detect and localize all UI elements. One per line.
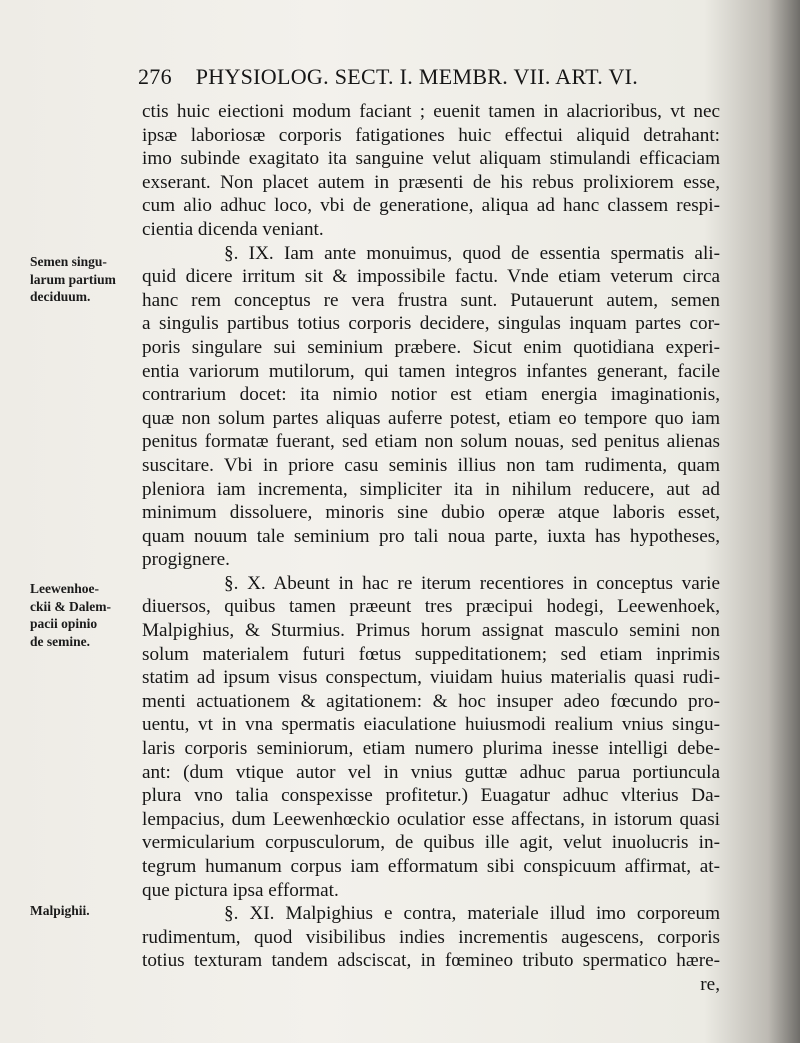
running-title: PHYSIOLOG. SECT. I. MEMBR. VII. ART. VI. — [195, 64, 639, 89]
text-line: laris corporis seminiorum, etiam numero plurima inesse intelligi debe- — [142, 738, 720, 760]
text-line: solum materialem futuri fœtus suppeditationem; sed etiam inprimis — [142, 643, 720, 665]
text-line: quam nouum tale seminium pro tali noua parte, iuxta has hypotheses, — [142, 525, 720, 547]
text-line: exserant. Non placet autem in præsenti de his rebus prolixiorem esse, — [142, 171, 720, 193]
margin-note-line: ckii & Dalem- — [30, 598, 111, 614]
text-line: que pictura ipsa efformat. — [142, 879, 339, 901]
text-line: minimum dissoluere, minoris sine dubio operæ atque laboris esset, — [142, 502, 720, 524]
page-number: 276 — [138, 64, 172, 89]
text-line: progignere. — [142, 549, 230, 571]
text-line: lempacius, dum Leewenhœckio oculatior esse affectans, in istorum quasi — [142, 808, 720, 830]
margin-note-line: Leewenhoe- — [30, 581, 99, 596]
text-line: Malpighius, & Sturmius. Primus horum assignat masculo semini non — [142, 620, 720, 642]
text-line: quid dicere irritum sit & impossibile factu. Vnde etiam veterum circa — [142, 266, 720, 288]
margin-note-line: de semine. — [30, 633, 90, 649]
text-line: menti actuationem & agitationem: & hoc insuper adeo fœcundo pro- — [142, 690, 720, 712]
text-line: statim ad ipsum visus conspectum, viuidam huius materialis quasi rudi- — [142, 667, 720, 689]
margin-note-leewenhoek — [30, 580, 140, 650]
margin-note-semen — [30, 253, 140, 306]
text-line: suscitare. Vbi in priore casu seminis illius non tam rudimenta, quam — [142, 454, 720, 476]
text-line: poris singulare sui seminium præbere. Sicut enim quotidiana experi- — [142, 336, 720, 358]
text-line: entia variorum mutilorum, qui tamen integros infantes generant, facile — [142, 360, 720, 382]
text-line: totius texturam tandem adsciscat, in fœmineo tributo spermatico hære- — [142, 950, 720, 972]
text-line: contrarium docet: ita nimio notior est etiam energia imaginationis, — [142, 384, 720, 406]
text-line: cum alio adhuc loco, vbi de generatione, aliqua ad hanc classem respi- — [142, 195, 720, 217]
text-line: pleniora iam incrementa, simpliciter ita in nihilum reducere, aut ad — [142, 478, 720, 500]
text-line: ipsæ laboriosæ corporis fatigationes huic effectui aliquid detrahant: — [142, 124, 720, 146]
running-header — [138, 64, 738, 90]
margin-note-line: deciduum. — [30, 289, 91, 304]
paragraph-start: §. X. Abeunt in hac re iterum recentiores in conceptus varie — [224, 572, 720, 594]
text-line: cientia dicenda veniant. — [142, 218, 324, 240]
text-line: diuersos, quibus tamen præeunt tres præcipui hodegi, Leewenhoek, — [142, 596, 720, 618]
text-line: penitus formatæ fuerant, sed etiam non solum nouas, sed penitus alienas — [142, 431, 720, 453]
text-line: rudimentum, quod visibilibus indies incrementis augescens, corporis — [142, 926, 720, 948]
body-text — [142, 100, 720, 997]
text-line: hanc rem conceptus re vera frustra sunt. Putauerunt autem, semen — [142, 289, 720, 311]
text-line: ant: (dum vtique autor vel in vnius guttæ adhuc parua portiuncula — [142, 761, 720, 783]
catchword: re, — [700, 973, 720, 995]
margin-note-line: Semen singu- — [30, 254, 107, 269]
text-line: tegrum humanum corpus iam efformatum sibi conspicuum affirmat, at- — [142, 856, 720, 877]
text-line: plura vno talia conspexisse profitetur.) Euagatur adhuc vlterius Da- — [142, 785, 720, 807]
text-line: vermicularium corpusculorum, de quibus ille agit, velut inuolucris in- — [142, 832, 720, 854]
paragraph-start: §. IX. Iam ante monuimus, quod de essentia spermatis ali- — [224, 242, 720, 264]
margin-note-line: pacii opinio — [30, 616, 98, 631]
margin-note-line: Malpighii. — [30, 903, 90, 918]
text-line: imo subinde exagitato ita sanguine velut aliquam stimulandi efficaciam — [142, 148, 720, 170]
text-line: quæ non solum partes aliquas auferre potest, etiam eo tempore quo iam — [142, 407, 720, 429]
paragraph-start: §. XI. Malpighius e contra, materiale illud imo corporeum — [224, 903, 720, 925]
margin-note-line: larum partium — [30, 271, 116, 287]
text-line: uentu, vt in vna spermatis eiaculatione huiusmodi realium vnius singu- — [142, 714, 720, 736]
text-line: a singulis partibus totius corporis decidere, singulas inquam partes cor- — [142, 313, 720, 335]
text-line: ctis huic eiectioni modum faciant ; euenit tamen in alacrioribus, vt nec — [142, 101, 720, 122]
margin-note-malpighii — [30, 902, 140, 920]
